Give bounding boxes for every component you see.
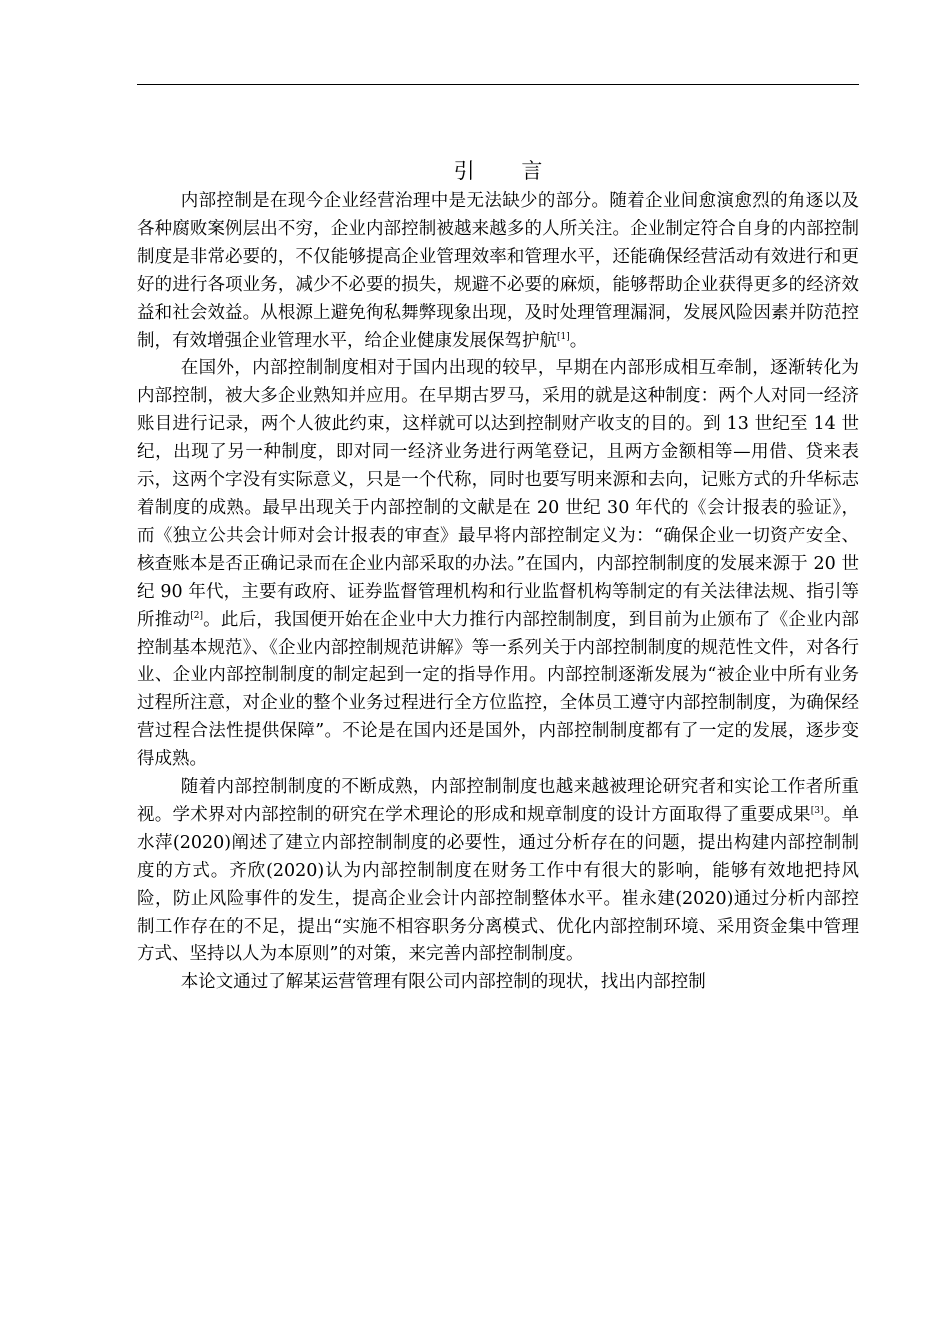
- header-rule: [137, 84, 859, 85]
- paragraph-4: [137, 969, 859, 997]
- paragraph-text: 本论文通过了解某运营管理有限公司内部控制的现状，找出内部控制: [180, 972, 706, 993]
- citation-ref: [3]: [810, 805, 824, 816]
- paragraph-text: 内部控制是在现今企业经营治理中是无法缺少的部分。随着企业间愈演愈烈的角逐以及各种腐败案例层出不穷，企业内部控制被越来越多的人所关注。企业制定符合自身的内部控制制度是非常必要的，不仅能够提高企业管理效率和管理水平，还能确保经营活动有效进行和更好的进行各项业务，减少不必要的损失，规避不必要的麻烦，能够帮助企业获得更多的经济效益和社会效益。从根源上避免徇私舞弊现象出现，及时处理管理漏洞，发展风险因素并防范控制，有效增强企业管理水平，给企业健康发展保驾护航: [137, 191, 859, 351]
- body-text: [137, 188, 859, 997]
- paragraph-text: 随着内部控制制度的不断成熟，内部控制制度也越来越被理论研究者和实论工作者所重视。学术界对内部控制的研究在学术理论的形成和规章制度的设计方面取得了重要成果: [137, 777, 859, 825]
- paragraph-tail: 。: [569, 330, 588, 351]
- paragraph-2: [137, 355, 859, 774]
- paragraph-1: [137, 188, 859, 355]
- section-title: 引 言: [453, 159, 563, 183]
- citation-ref: [1]: [557, 331, 570, 342]
- paragraph-tail: 。单水萍(2020)阐述了建立内部控制制度的必要性，通过分析存在的问题，提出构建内部控制制度的方式。齐欣(2020)认为内部控制制度在财务工作中有很大的影响，能够有效地把持风险，防止风险事件的发生，提高企业会计内部控制整体水平。崔永建(2020)通过分析内部控制工作存在的不足，提出“实施不相容职务分离模式、优化内部控制环境、采用资金集中管理方式、坚持以人为本原则”的对策，来完善内部控制制度。: [137, 804, 860, 965]
- paragraph-text: 在国外，内部控制制度相对于国内出现的较早，早期在内部形成相互牵制，逐渐转化为内部控制，被大多企业熟知并应用。在早期古罗马，采用的就是这种制度：两个人对同一经济账目进行记录，两个人彼此约束，这样就可以达到控制财产收支的目的。到 13 世纪至 14 世纪，出现了另一种制度，即对同一经济业务进行两笔登记，且两方金额相等—用借、贷来表示，这两个字没有实际意义，只是一个代称，同时也要写明来源和去向，记账方式的升华标志着制度的成熟。最早出现关于内部控制的文献是在 20 世纪 30 年代的《会计报表的验证》，而《独立公共会计师对会计报表的审查》最早将内部控制定义为：“确保企业一切资产安全、核查账本是否正确记录而在企业内部采取的办法。”在国内，内部控制制度的发展来源于 20 世纪 90 年代，主要有政府、证券监督管理机构和行业监督机构等制定的有关法律法规、指引等所推动: [137, 358, 859, 630]
- citation-ref: [2]: [190, 610, 203, 621]
- paragraph-tail: 。此后，我国便开始在企业中大力推行内部控制制度，到目前为止颁布了《企业内部控制基本规范》、《企业内部控制规范讲解》等一系列关于内部控制制度的规范性文件，对各行业、企业内部控制制度的制定起到一定的指导作用。内部控制逐渐发展为“被企业中所有业务过程所注意，对企业的整个业务过程进行全方位监控，全体员工遵守内部控制制度，为确保经营过程合法性提供保障”。不论是在国内还是国外，内部控制制度都有了一定的发展，逐步变得成熟。: [137, 609, 860, 770]
- paragraph-3: [137, 774, 859, 969]
